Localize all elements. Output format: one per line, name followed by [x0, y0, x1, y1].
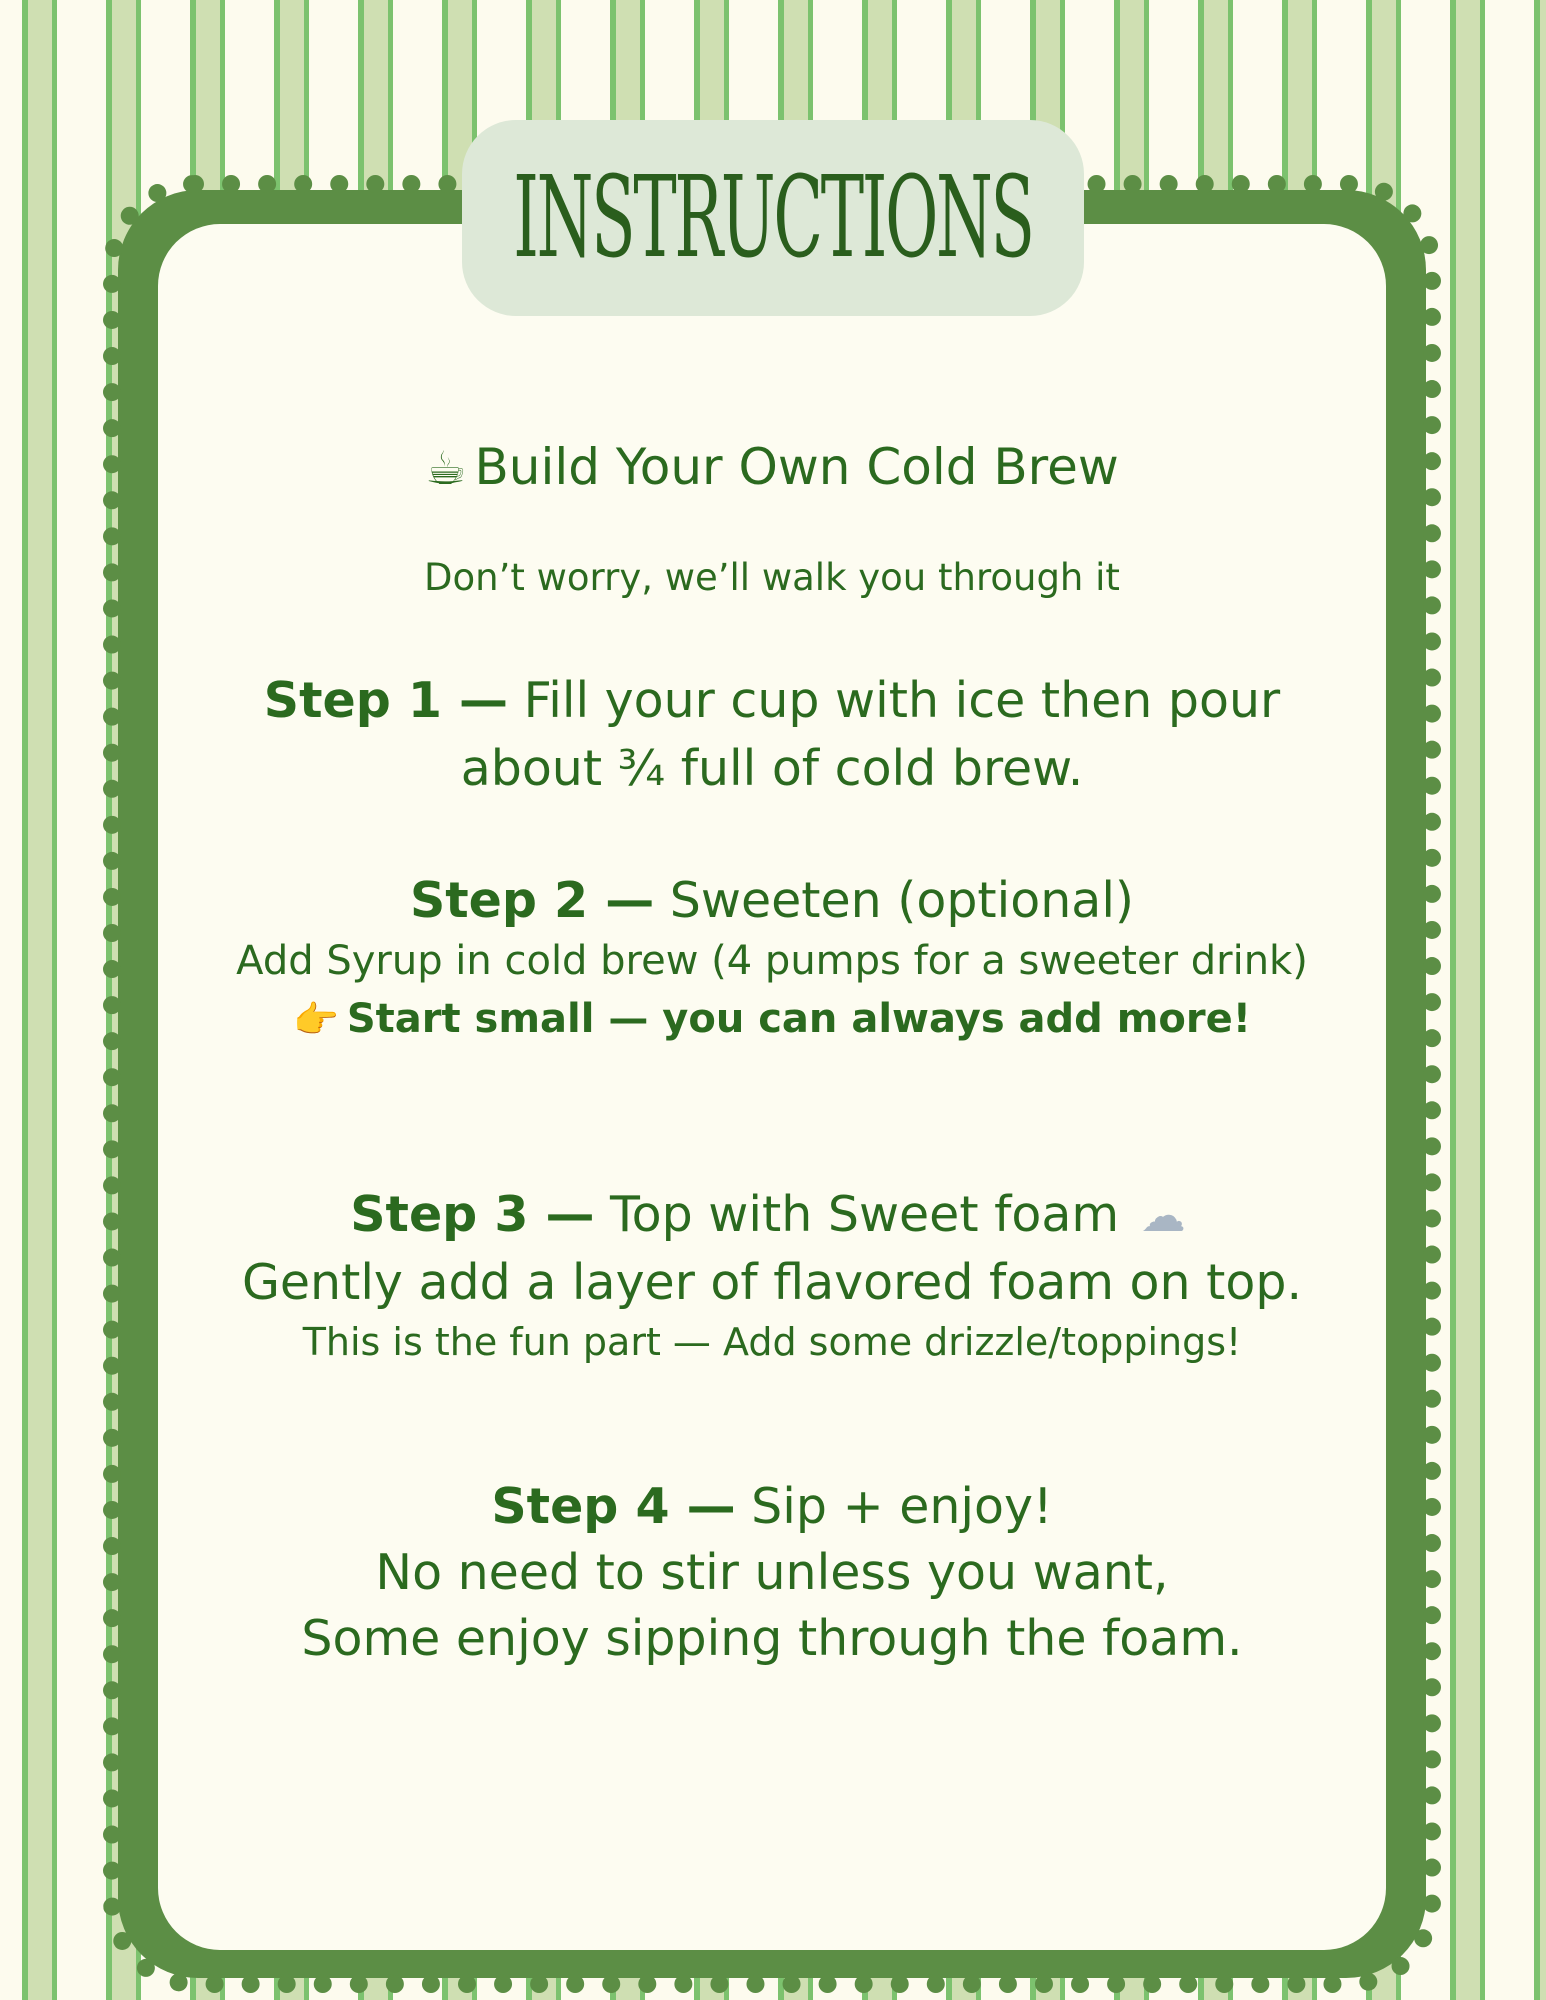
cloud-icon: ☁: [1140, 1189, 1186, 1242]
main-heading-text: Build Your Own Cold Brew: [474, 438, 1119, 496]
main-heading: [158, 438, 1386, 496]
step-2-tip: [158, 996, 1386, 1042]
step-4-detail-1: No need to stir unless you want,: [375, 1544, 1169, 1601]
step-2-text: Sweeten (optional): [669, 872, 1135, 929]
title-box: [462, 120, 1084, 316]
step-4-detail-2: Some enjoy sipping through the foam.: [301, 1610, 1243, 1667]
step-2-label: Step 2 —: [409, 872, 655, 929]
step-1-detail: about ¾ full of cold brew.: [460, 740, 1084, 797]
step-1-text: Fill your cup with ice then pour: [523, 672, 1281, 729]
step-4-text: Sip + enjoy!: [751, 1478, 1053, 1535]
step-2-heading: [158, 872, 1386, 929]
step-2-detail: Add Syrup in cold brew (4 pumps for a sweeter drink): [236, 938, 1308, 984]
step-1-label: Step 1 —: [263, 672, 509, 729]
step-3-heading: [158, 1186, 1386, 1243]
step-3-detail: Gently add a layer of flavored foam on top.: [241, 1254, 1303, 1311]
step-2-tip-text: Start small — you can always add more!: [346, 996, 1251, 1042]
step-4-label: Step 4 —: [491, 1478, 736, 1535]
step-3-note: This is the fun part — Add some drizzle/toppings!: [302, 1320, 1242, 1364]
subtitle: Don’t worry, we’ll walk you through it: [424, 556, 1120, 599]
step-3-text: Top with Sweet foam: [610, 1186, 1120, 1243]
step-1-heading: [158, 672, 1386, 729]
page-title: INSTRUCTIONS: [513, 153, 1033, 283]
pointing-hand-icon: 👉: [292, 998, 339, 1041]
coffee-cup-icon: ☕: [425, 441, 467, 495]
step-4-heading: [158, 1478, 1386, 1535]
step-3-label: Step 3 —: [350, 1186, 595, 1243]
